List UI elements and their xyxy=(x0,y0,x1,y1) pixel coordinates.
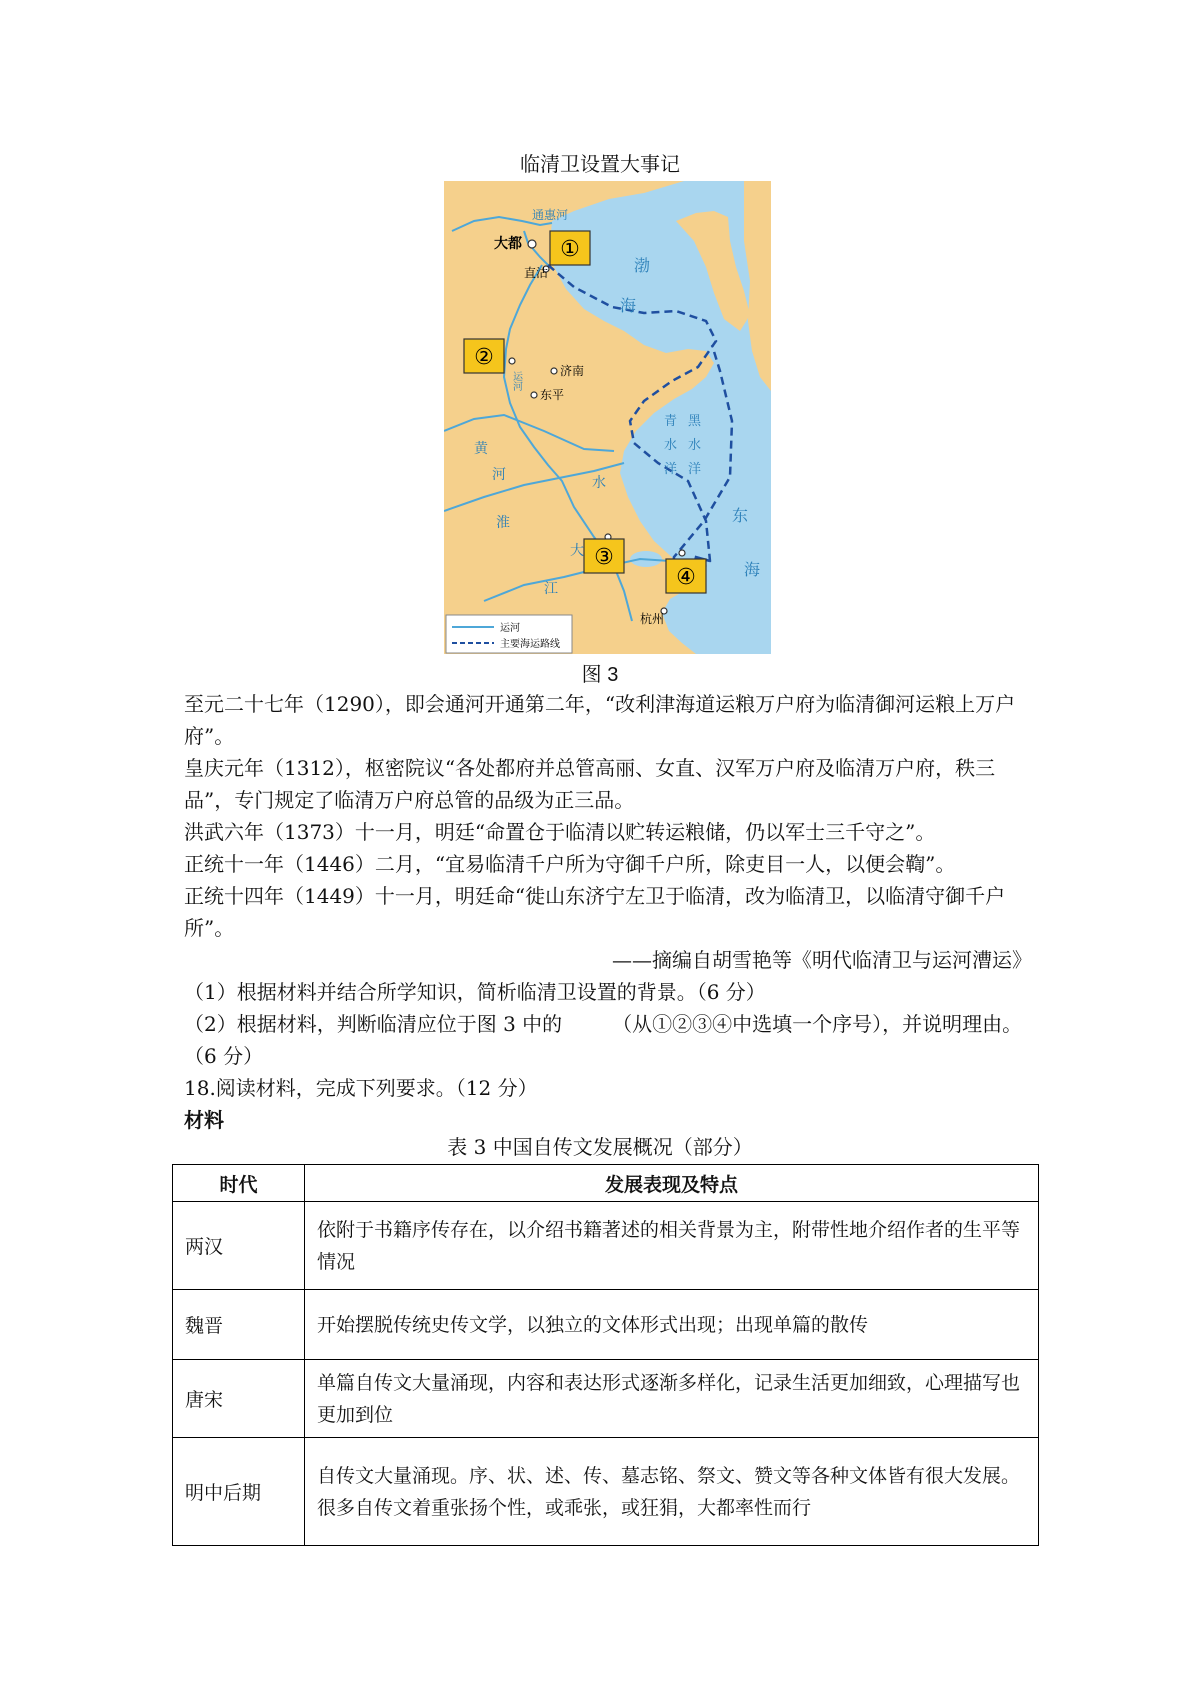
label-jiang-1: 大 xyxy=(570,542,584,558)
question-2: （2）根据材料，判断临清应位于图 3 中的 （从①②③④中选填一个序号），并说明理由。（6 分） xyxy=(184,1012,1023,1068)
paragraph-2: 皇庆元年（1312），枢密院议“各处都府并总管高丽、女直、汉军万户府及临清万户府，秩三品”，专门规定了临清万户府总管的品级为正三品。 xyxy=(184,756,996,812)
table-header-row xyxy=(173,1165,1039,1202)
row-desc: 单篇自传文大量涌现，内容和表达形式逐渐多样化，记录生活更加细致，心理描写也更加到位 xyxy=(305,1360,1039,1438)
label-qing-1: 青 xyxy=(664,413,678,428)
map-svg xyxy=(444,181,771,654)
marker-4: ④ xyxy=(676,565,696,590)
row-desc: 依附于书籍序传存在，以介绍书籍著述的相关背景为主，附带性地介绍作者的生平等情况 xyxy=(305,1202,1039,1290)
row-era: 两汉 xyxy=(173,1202,305,1290)
label-jinan: 济南 xyxy=(560,364,585,378)
header-era: 时代 xyxy=(173,1165,305,1202)
label-huai-1: 淮 xyxy=(496,514,510,530)
label-huanghe-2: 河 xyxy=(492,466,506,482)
question-1: （1）根据材料并结合所学知识，简析临清卫设置的背景。（6 分） xyxy=(184,980,766,1004)
marker-2: ② xyxy=(474,345,494,370)
row-desc: 自传文大量涌现。序、状、述、传、墓志铭、祭文、赞文等各种文体皆有很大发展。很多自传文着重张扬个性，或乖张，或狂狷，大都率性而行 xyxy=(305,1438,1039,1546)
label-canal: 运河 xyxy=(510,371,522,391)
label-hangzhou: 杭州 xyxy=(640,612,665,626)
paragraph-4: 正统十一年（1446）二月，“宜易临清千户所为守御千户所，除吏目一人，以便会鞫”。 xyxy=(184,852,956,876)
label-zhigu: 直沽 xyxy=(524,266,549,280)
label-hei-1: 黑 xyxy=(688,413,702,428)
question-18: 18.阅读材料，完成下列要求。（12 分） xyxy=(184,1076,538,1100)
autobiography-table xyxy=(172,1164,1039,1546)
row-era: 魏晋 xyxy=(173,1290,305,1360)
label-qing-2: 水 xyxy=(664,437,678,452)
dongping-dot xyxy=(531,392,537,398)
row-era: 明中后期 xyxy=(173,1438,305,1546)
table-row xyxy=(173,1202,1039,1290)
row-desc: 开始摆脱传统史传文学，以独立的文体形式出现；出现单篇的散传 xyxy=(305,1290,1039,1360)
label-jiang-2: 江 xyxy=(544,580,558,596)
table-caption: 表 3 中国自传文发展概况（部分） xyxy=(447,1135,753,1159)
marker-1: ① xyxy=(560,237,580,262)
label-hei-2: 水 xyxy=(688,437,702,452)
marker2-dot xyxy=(509,358,515,364)
dadu-dot xyxy=(528,240,536,248)
jinan-dot xyxy=(551,368,557,374)
row-era: 唐宋 xyxy=(173,1360,305,1438)
label-bo-1: 渤 xyxy=(634,258,651,275)
label-qing-3: 洋 xyxy=(664,461,678,476)
table-row xyxy=(173,1360,1039,1438)
historical-map xyxy=(444,181,771,654)
table-row xyxy=(173,1290,1039,1360)
map-legend xyxy=(446,615,572,653)
label-dadu: 大都 xyxy=(494,235,522,251)
paragraph-1: 至元二十七年（1290），即会通河开通第二年，“改利津海道运粮万户府为临清御河运粮上万户府”。 xyxy=(184,692,1016,748)
marker4-dot xyxy=(679,550,685,556)
label-huai-2: 水 xyxy=(592,474,606,490)
table-row xyxy=(173,1438,1039,1546)
source-citation: ——摘编自胡雪艳等《明代临清卫与运河漕运》 xyxy=(612,948,1032,972)
label-tonghuihe: 通惠河 xyxy=(532,208,569,222)
legend-canal-label: 运河 xyxy=(500,623,520,634)
header-desc: 发展表现及特点 xyxy=(305,1165,1039,1202)
label-dongping: 东平 xyxy=(540,388,565,402)
paragraph-5: 正统十四年（1449）十一月，明廷命“徙山东济宁左卫于临清，改为临清卫，以临清守御千户所”。 xyxy=(184,884,1006,940)
paragraph-3: 洪武六年（1373）十一月，明廷“命置仓于临清以贮转运粮储，仍以军士三千守之”。 xyxy=(184,820,936,844)
marker-3: ③ xyxy=(594,545,614,570)
material-paragraphs xyxy=(184,688,1032,1136)
map-title: 临清卫设置大事记 xyxy=(520,152,680,176)
label-huanghe-1: 黄 xyxy=(474,440,488,456)
label-bo-2: 海 xyxy=(620,298,637,315)
legend-route-label: 主要海运路线 xyxy=(500,639,560,650)
figure-caption: 图 3 xyxy=(581,664,619,686)
material-label: 材料 xyxy=(184,1108,224,1132)
label-hei-3: 洋 xyxy=(688,461,702,476)
label-dong: 东 xyxy=(732,508,749,525)
label-dong-hai: 海 xyxy=(744,562,761,579)
